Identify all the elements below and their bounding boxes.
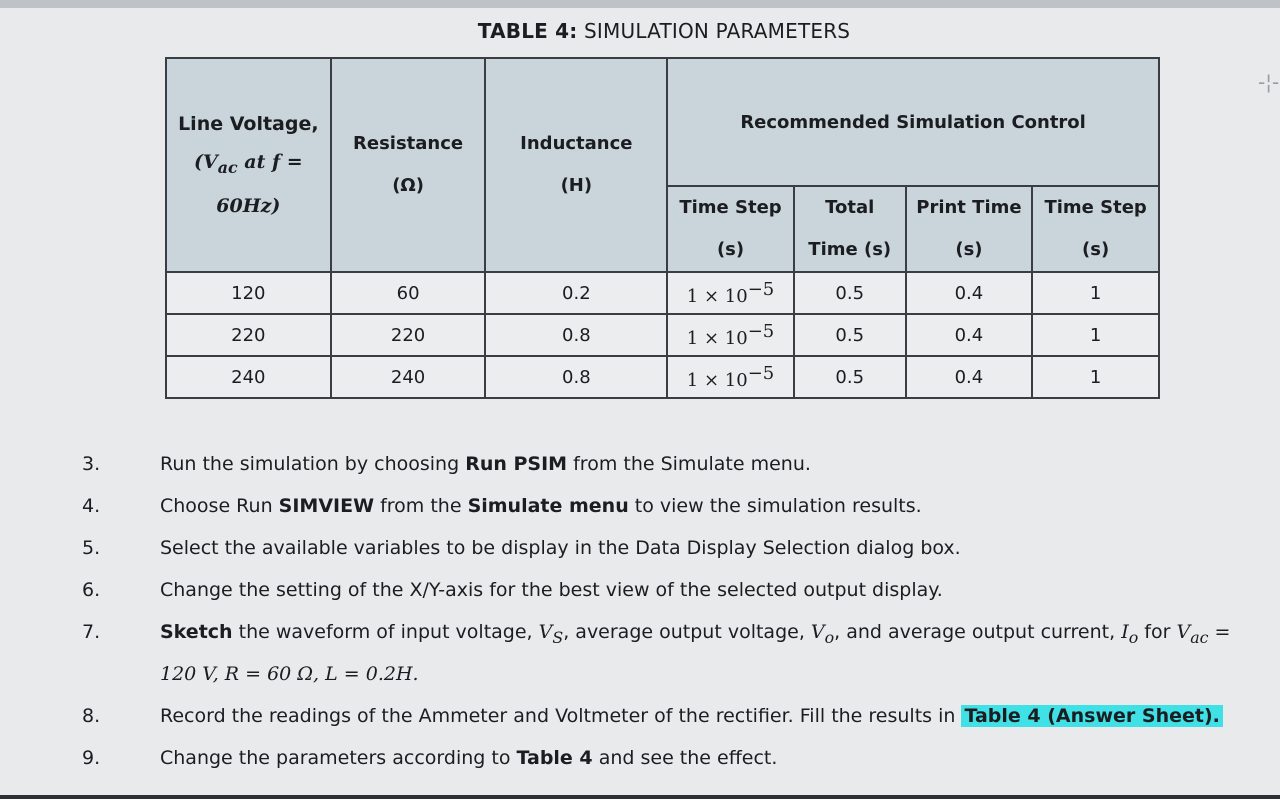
header-time-step: Time Step (s) [667,186,794,272]
table-row [166,272,1159,314]
header-time-step-2: Time Step (s) [1032,186,1159,272]
step-5: 5. Select the available variables to be display in the Data Display Selection dialog box. [82,537,961,559]
cell-voltage: 120 [166,272,331,314]
table-row [166,356,1159,398]
highlighted-reference: Table 4 (Answer Sheet). [961,705,1222,727]
cell-total-time: 0.5 [794,356,906,398]
cell-voltage: 240 [166,356,331,398]
cell-resistance: 240 [331,356,486,398]
cell-resistance: 220 [331,314,486,356]
cell-total-time: 0.5 [794,314,906,356]
simulation-parameters-table [165,57,1160,399]
cell-time-step: $1 \times 10^{-5}$ [667,356,794,398]
header-line-voltage: Line Voltage, ($V_{ac}$ at f = 60Hz) [166,58,331,272]
step-9: 9. Change the parameters according to Table 4 and see the effect. [82,747,778,769]
step-6: 6. Change the setting of the X/Y-axis for the best view of the selected output display. [82,579,943,601]
cell-resistance: 60 [331,272,486,314]
table-row [166,314,1159,356]
step-4: 4. Choose Run SIMVIEW from the Simulate menu to view the simulation results. [82,495,922,517]
cell-inductance: 0.8 [485,356,667,398]
step-8: 8. Record the readings of the Ammeter and Voltmeter of the rectifier. Fill the results in Table 4 (Answer Sheet). [82,700,1262,742]
header-recommended-control: Recommended Simulation Control [667,58,1159,186]
header-print-time: Print Time (s) [906,186,1033,272]
cell-print-time: 0.4 [906,272,1033,314]
cell-print-time: 0.4 [906,314,1033,356]
header-resistance: Resistance (Ω) [331,58,486,272]
cell-inductance: 0.2 [485,272,667,314]
procedure-steps [82,448,1262,784]
cell-time-step-2: 1 [1032,356,1159,398]
cell-time-step: $1 \times 10^{-5}$ [667,314,794,356]
cell-print-time: 0.4 [906,356,1033,398]
cell-voltage: 220 [166,314,331,356]
bottom-edge [0,795,1280,799]
crosshair-cursor-icon: -¦- [1258,70,1280,94]
cell-inductance: 0.8 [485,314,667,356]
cell-time-step-2: 1 [1032,272,1159,314]
header-total-time: Total Time (s) [794,186,906,272]
header-inductance: Inductance (H) [485,58,667,272]
step-3: 3. Run the simulation by choosing Run PSIM from the Simulate menu. [82,453,811,475]
cell-time-step-2: 1 [1032,314,1159,356]
table-title: TABLE 4: SIMULATION PARAMETERS [477,19,851,43]
top-edge [0,0,1280,8]
step-7: 7. Sketch the waveform of input voltage, $V_S$, average output voltage, $V_o$, and average output current, $I_o$ for $V_{ac}$ = 120 V, R = 60 Ω, L = 0.2H. [82,621,1231,685]
cell-total-time: 0.5 [794,272,906,314]
cell-time-step: $1 \times 10^{-5}$ [667,272,794,314]
